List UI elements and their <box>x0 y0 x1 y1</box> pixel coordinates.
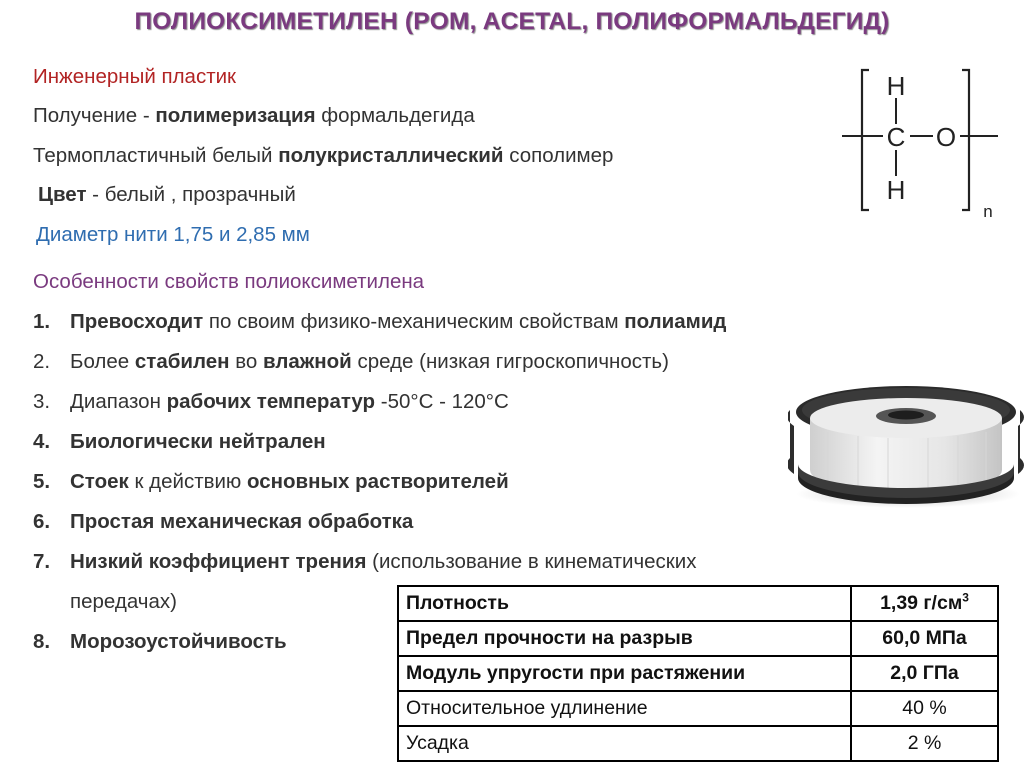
property-name: Предел прочности на разрыв <box>398 621 851 656</box>
feature-text: Более <box>70 350 135 373</box>
feature-text: Биологически нейтрален <box>70 430 326 453</box>
feature-text: среде (низкая гигроскопичность) <box>351 350 669 373</box>
feature-text: Диапазон <box>70 390 167 413</box>
properties-table <box>397 585 999 762</box>
table-row <box>398 621 998 656</box>
feature-text: во <box>229 350 263 373</box>
feature-item <box>70 550 696 574</box>
feature-number: 1. <box>33 310 51 333</box>
page-title: ПОЛИОКСИМЕТИЛЕН (POM, ACETAL, ПОЛИФОРМАЛЬДЕГИД) <box>134 8 890 35</box>
feature-number: 6. <box>33 510 51 533</box>
feature-text: -50°С - 120°С <box>375 390 509 413</box>
feature-text: стабилен <box>134 350 230 373</box>
property-value-text: 2,0 ГПа <box>890 662 959 684</box>
feature-text: (использование в кинематических <box>366 550 697 573</box>
property-value-text: 60,0 МПа <box>882 627 967 649</box>
intro-diameter: Диаметр нити 1,75 и 2,85 мм <box>36 223 310 246</box>
property-value <box>851 726 998 761</box>
formula-h-bottom: H <box>886 175 906 205</box>
formula-n: n <box>983 202 993 220</box>
feature-item <box>70 350 669 374</box>
feature-number: 5. <box>33 470 51 493</box>
formula-right-bracket <box>962 70 969 210</box>
property-value-text: 40 % <box>902 697 947 719</box>
formula-c: C <box>886 122 906 152</box>
formula-o: O <box>935 122 957 152</box>
feature-item <box>70 310 726 334</box>
feature-number: 2. <box>33 350 51 373</box>
table-row <box>398 691 998 726</box>
property-name: Усадка <box>398 726 851 761</box>
feature-number: 8. <box>33 630 51 653</box>
property-value <box>851 621 998 656</box>
property-value <box>851 586 998 621</box>
table-row <box>398 586 998 621</box>
formula-left-bracket <box>862 70 869 210</box>
feature-item <box>70 430 326 454</box>
feature-item <box>70 470 509 494</box>
feature-item <box>70 630 287 654</box>
property-value <box>851 656 998 691</box>
feature-item <box>70 390 509 414</box>
feature-item <box>70 590 177 614</box>
feature-text: Простая механическая обработка <box>70 510 414 533</box>
intro-production: Получение - полимеризация формальдегида <box>33 104 475 127</box>
table-row <box>398 656 998 691</box>
polymer-formula <box>838 62 1008 220</box>
intro-heading: Инженерный пластик <box>33 65 237 88</box>
feature-text: Низкий коэффициент трения <box>70 550 367 573</box>
property-name: Относительное удлинение <box>398 691 851 726</box>
property-value <box>851 691 998 726</box>
feature-text: основных растворителей <box>247 470 509 493</box>
feature-text: влажной <box>262 350 352 373</box>
feature-text: по своим физико-механическим свойствам <box>203 310 625 333</box>
feature-text: к действию <box>128 470 247 493</box>
feature-item <box>70 510 413 534</box>
intro-color: Цвет - белый , прозрачный <box>38 183 296 206</box>
property-value-text: 2 % <box>907 732 942 754</box>
table-row <box>398 726 998 761</box>
features-heading: Особенности свойств полиоксиметилена <box>33 270 425 293</box>
intro-type: Термопластичный белый полукристаллический сополимер <box>33 144 614 167</box>
feature-number: 3. <box>33 390 51 413</box>
feature-number: 4. <box>33 430 51 453</box>
formula-h-top: H <box>886 71 906 101</box>
property-name: Плотность <box>398 586 851 621</box>
feature-text: Стоек <box>70 470 129 493</box>
feature-number: 7. <box>33 550 51 573</box>
feature-text: передачах) <box>70 590 177 613</box>
property-value-text: 1,39 г/см <box>880 592 963 614</box>
property-value-superscript: 3 <box>962 590 969 605</box>
feature-text: Превосходит <box>70 310 204 333</box>
filament-spool-image <box>788 382 1024 510</box>
property-name: Модуль упругости при растяжении <box>398 656 851 691</box>
feature-text: Морозоустойчивость <box>70 630 287 653</box>
feature-text: полиамид <box>624 310 727 333</box>
feature-text: рабочих температур <box>166 390 376 413</box>
